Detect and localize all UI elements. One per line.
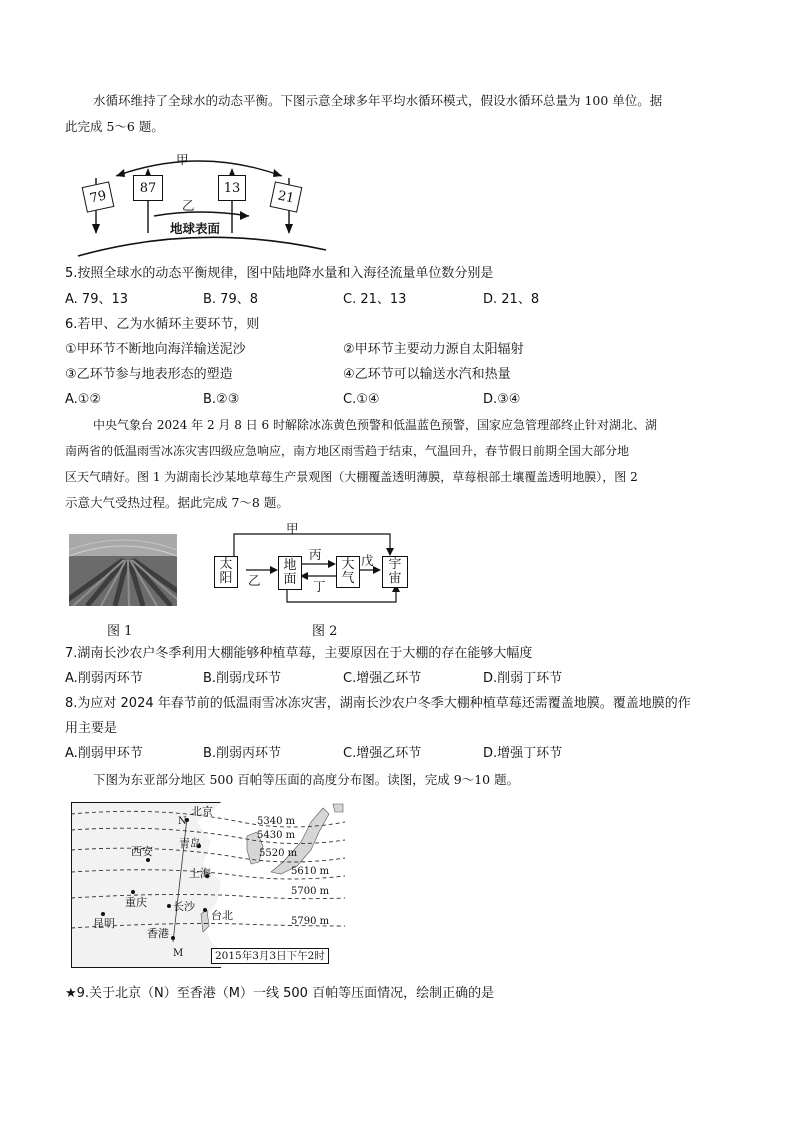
label-jia: 甲 bbox=[286, 521, 299, 536]
intro-text: 示意大气受热过程。据此完成 7～8 题。 bbox=[65, 495, 289, 510]
intro-text: 水循环维持了全球水的动态平衡。下图示意全球多年平均水循环模式，假设水循环总量为 100 单位。据 bbox=[93, 93, 663, 108]
value-box: 79 bbox=[82, 181, 115, 212]
statement-3: ③乙环节参与地表形态的塑造 bbox=[65, 367, 233, 382]
option-d: D.③④ bbox=[483, 392, 521, 407]
option-b: B.削弱戊环节 bbox=[203, 671, 282, 686]
east-asia-500hpa-map bbox=[71, 802, 345, 968]
label-bing: 丙 bbox=[309, 547, 322, 562]
question-7: 7.湖南长沙农户冬季利用大棚能够种植草莓，主要原因在于大棚的存在能够大幅度 bbox=[65, 646, 533, 661]
city-label: 青岛 bbox=[179, 837, 201, 850]
value-box: 21 bbox=[270, 181, 303, 212]
point-m-label: M bbox=[173, 948, 184, 959]
ground-box bbox=[278, 556, 302, 590]
label-yi: 乙 bbox=[248, 573, 261, 588]
option-c: C.①④ bbox=[343, 392, 380, 407]
sun-box bbox=[214, 556, 238, 588]
city-label: 北京 bbox=[191, 805, 213, 818]
atmosphere-box bbox=[336, 556, 360, 588]
city-label: 上海 bbox=[189, 867, 211, 880]
city-label: 昆明 bbox=[93, 917, 115, 930]
label-ding: 丁 bbox=[313, 579, 326, 594]
ground-char: 地 bbox=[283, 558, 297, 573]
point-n-label: N bbox=[178, 816, 187, 827]
option-a: A.削弱丙环节 bbox=[65, 671, 143, 686]
isoline-label: 5430 m bbox=[257, 830, 296, 841]
intro-text: 南两省的低温雨雪冰冻灾害四级应急响应，南方地区雨雪趋于结束，气温回升，春节假日前期全国大部分地 bbox=[65, 444, 630, 458]
city-label: 长沙 bbox=[173, 900, 195, 913]
option-a: A.①② bbox=[65, 392, 102, 407]
option-b: B.②③ bbox=[203, 392, 240, 407]
option-b: B.削弱丙环节 bbox=[203, 746, 282, 761]
space-box bbox=[382, 556, 408, 588]
value-box: 87 bbox=[133, 175, 163, 201]
intro-text: 区天气晴好。图 1 为湖南长沙某地草莓生产景观图（大棚覆盖透明薄膜，草莓根部土壤覆盖透明地膜），图 2 bbox=[65, 470, 638, 484]
city-label: 香港 bbox=[147, 927, 169, 940]
map-date-label: 2015年3月3日下午2时 bbox=[211, 948, 329, 964]
option-d: D. 21、8 bbox=[483, 292, 540, 307]
question-8: 8.为应对 2024 年春节前的低温雨雪冰冻灾害，湖南长沙农户冬季大棚种植草莓还需覆盖地膜。覆盖地膜的作 bbox=[65, 696, 691, 711]
option-d: D.削弱丁环节 bbox=[483, 671, 563, 686]
question-5: 5.按照全球水的动态平衡规律，图中陆地降水量和入海径流量单位数分别是 bbox=[65, 266, 494, 281]
space-char: 宙 bbox=[388, 571, 402, 586]
atmos-char: 气 bbox=[341, 571, 355, 586]
space-char: 宇 bbox=[388, 557, 402, 572]
statement-2: ②甲环节主要动力源自太阳辐射 bbox=[343, 342, 524, 357]
option-a: A.削弱甲环节 bbox=[65, 746, 143, 761]
label-yi: 乙 bbox=[182, 198, 195, 213]
option-b: B. 79、8 bbox=[203, 292, 258, 307]
figure-caption-1: 图 1 bbox=[107, 624, 133, 639]
isoline-label: 5520 m bbox=[259, 848, 298, 859]
isoline-label: 5610 m bbox=[291, 866, 330, 877]
isoline-label: 5700 m bbox=[291, 886, 330, 897]
ground-label: 地球表面 bbox=[170, 221, 221, 236]
statement-1: ①甲环节不断地向海洋输送泥沙 bbox=[65, 342, 246, 357]
atmosphere-heating-diagram bbox=[212, 522, 412, 608]
question-6: 6.若甲、乙为水循环主要环节，则 bbox=[65, 317, 260, 332]
intro-text: 中央气象台 2024 年 2 月 8 日 6 时解除冰冻黄色预警和低温蓝色预警，国家应急管理部终止针对湖北、湖 bbox=[93, 418, 657, 432]
isoline-label: 5790 m bbox=[291, 916, 330, 927]
intro-text: 下图为东亚部分地区 500 百帕等压面的高度分布图。读图，完成 9～10 题。 bbox=[93, 772, 520, 787]
value-box: 13 bbox=[218, 175, 246, 201]
sun-char: 太 bbox=[219, 557, 233, 572]
option-a: A. 79、13 bbox=[65, 292, 129, 307]
figure-caption-2: 图 2 bbox=[312, 624, 338, 639]
atmos-char: 大 bbox=[341, 557, 355, 572]
label-jia: 甲 bbox=[176, 152, 189, 167]
water-cycle-figure bbox=[64, 138, 334, 258]
strawberry-greenhouse-photo bbox=[69, 534, 177, 606]
option-c: C.增强乙环节 bbox=[343, 746, 422, 761]
question-9: ★9.关于北京（N）至香港（M）一线 500 百帕等压面情况，绘制正确的是 bbox=[65, 986, 495, 1001]
option-c: C. 21、13 bbox=[343, 292, 407, 307]
city-label: 重庆 bbox=[125, 896, 147, 909]
city-label: 西安 bbox=[131, 845, 153, 858]
option-c: C.增强乙环节 bbox=[343, 671, 422, 686]
question-8-cont: 用主要是 bbox=[65, 721, 118, 736]
statement-4: ④乙环节可以输送水汽和热量 bbox=[343, 367, 511, 382]
city-label: 台北 bbox=[211, 909, 233, 922]
intro-text: 此完成 5～6 题。 bbox=[65, 119, 164, 134]
isoline-label: 5340 m bbox=[257, 816, 296, 827]
option-d: D.增强丁环节 bbox=[483, 746, 563, 761]
ground-char: 面 bbox=[283, 572, 297, 587]
label-wu: 戊 bbox=[361, 553, 374, 568]
sun-char: 阳 bbox=[219, 571, 233, 586]
